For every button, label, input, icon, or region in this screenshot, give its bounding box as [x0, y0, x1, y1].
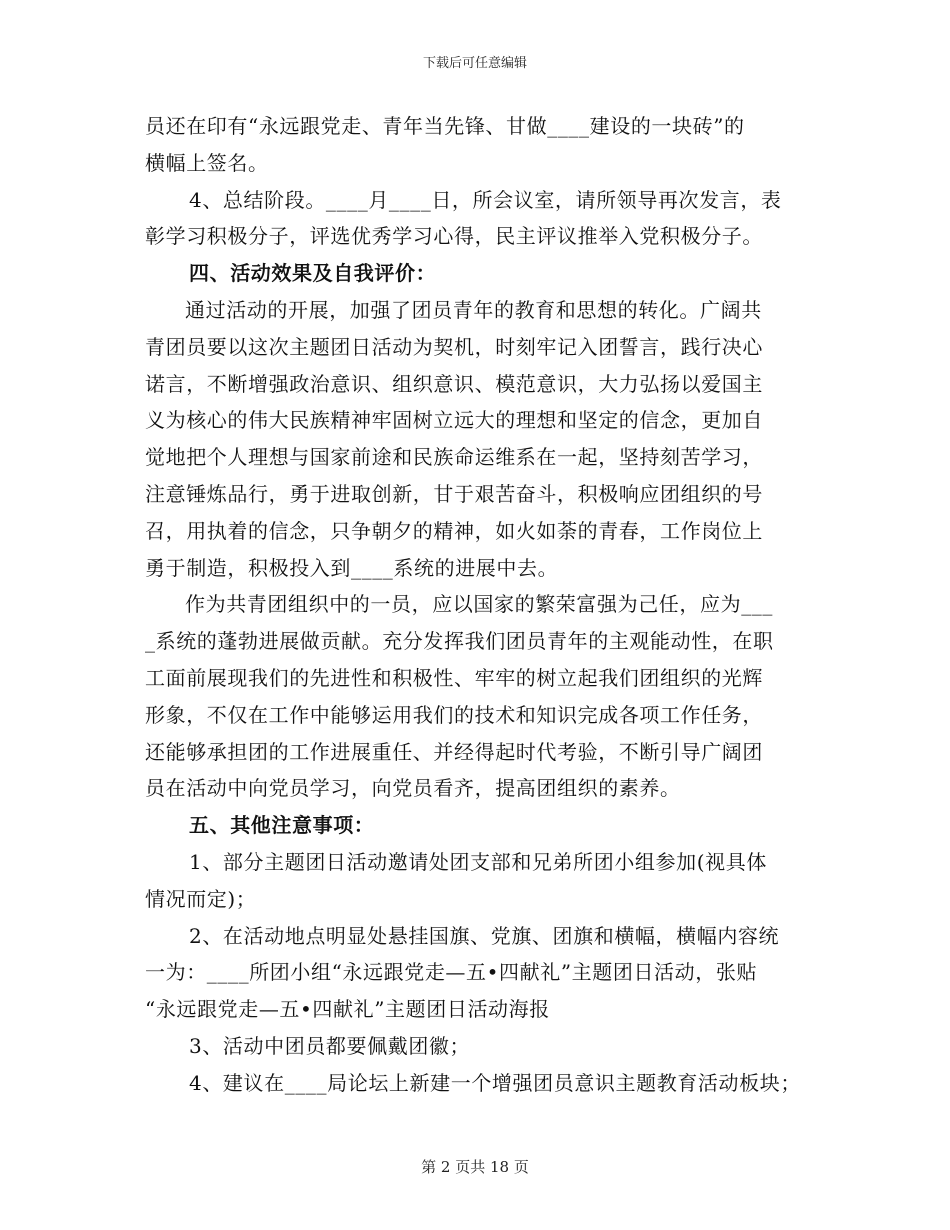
text-line: 彰学习积极分子，评选优秀学习心得，民主评议推举入党积极分子。: [145, 224, 763, 249]
text-line: 勇于制造，积极投入到____系统的进展中去。: [145, 555, 559, 580]
text-line: 工面前展现我们的先进性和积极性、牢牢的树立起我们团组织的光辉: [145, 665, 763, 690]
text-line: “永远跟党走—五•四献礼”主题团日活动海报: [145, 997, 550, 1022]
text-line: 觉地把个人理想与国家前途和民族命运维系在一起，坚持刻苦学习，: [145, 445, 763, 470]
text-line: 情况而定)；: [145, 886, 257, 911]
page-footer: 第 2 页共 18 页: [421, 1158, 529, 1176]
text-line: 一为：____所团小组“永远跟党走—五•四献礼”主题团日活动，张贴: [145, 960, 758, 985]
text-line: 青团员要以这次主题团日活动为契机，时刻牢记入团誓言，践行决心: [145, 334, 763, 359]
section-heading: 五、其他注意事项：: [189, 813, 375, 838]
paragraph-start: 通过活动的开展，加强了团员青年的教育和思想的转化。广阔共: [185, 297, 762, 322]
text-line: 形象，不仅在工作中能够运用我们的技术和知识完成各项工作任务，: [145, 702, 763, 727]
text-line: 义为核心的伟大民族精神牢固树立远大的理想和坚定的信念，更加自: [145, 408, 763, 433]
document-body: [145, 108, 810, 1102]
numbered-item: 1、部分主题团日活动邀请处团支部和兄弟所团小组参加(视具体: [189, 849, 767, 874]
numbered-item: 4、建议在____局论坛上新建一个增强团员意识主题教育活动板块；: [189, 1070, 801, 1095]
text-line: _系统的蓬勃进展做贡献。充分发挥我们团员青年的主观能动性，在职: [145, 629, 774, 654]
text-line: 诺言，不断增强政治意识、组织意识、模范意识，大力弘扬以爱国主: [145, 371, 763, 396]
numbered-item: 2、在活动地点明显处悬挂国旗、党旗、团旗和横幅，横幅内容统: [189, 923, 780, 948]
text-line: 召，用执着的信念，只争朝夕的精神，如火如荼的青春，工作岗位上: [145, 518, 763, 543]
numbered-item: 4、总结阶段。____月____日，所会议室，请所领导再次发言，表: [189, 187, 782, 212]
text-line: 注意锤炼品行，勇于进取创新，甘于艰苦奋斗，积极响应团组织的号: [145, 481, 763, 506]
section-heading: 四、活动效果及自我评价：: [189, 261, 437, 286]
text-line: 员在活动中向党员学习，向党员看齐，提高团组织的素养。: [145, 776, 681, 801]
numbered-item: 3、活动中团员都要佩戴团徽；: [189, 1033, 471, 1058]
paragraph-start: 作为共青团组织中的一员，应以国家的繁荣富强为己任，应为___: [185, 592, 773, 617]
text-line: 横幅上签名。: [145, 150, 269, 175]
text-line: 员还在印有“永远跟党走、青年当先锋、甘做____建设的一块砖”的: [145, 114, 745, 138]
page-header: 下载后可任意编辑: [422, 56, 527, 71]
text-line: 还能够承担团的工作进展重任、并经得起时代考验，不断引导广阔团: [145, 739, 763, 764]
